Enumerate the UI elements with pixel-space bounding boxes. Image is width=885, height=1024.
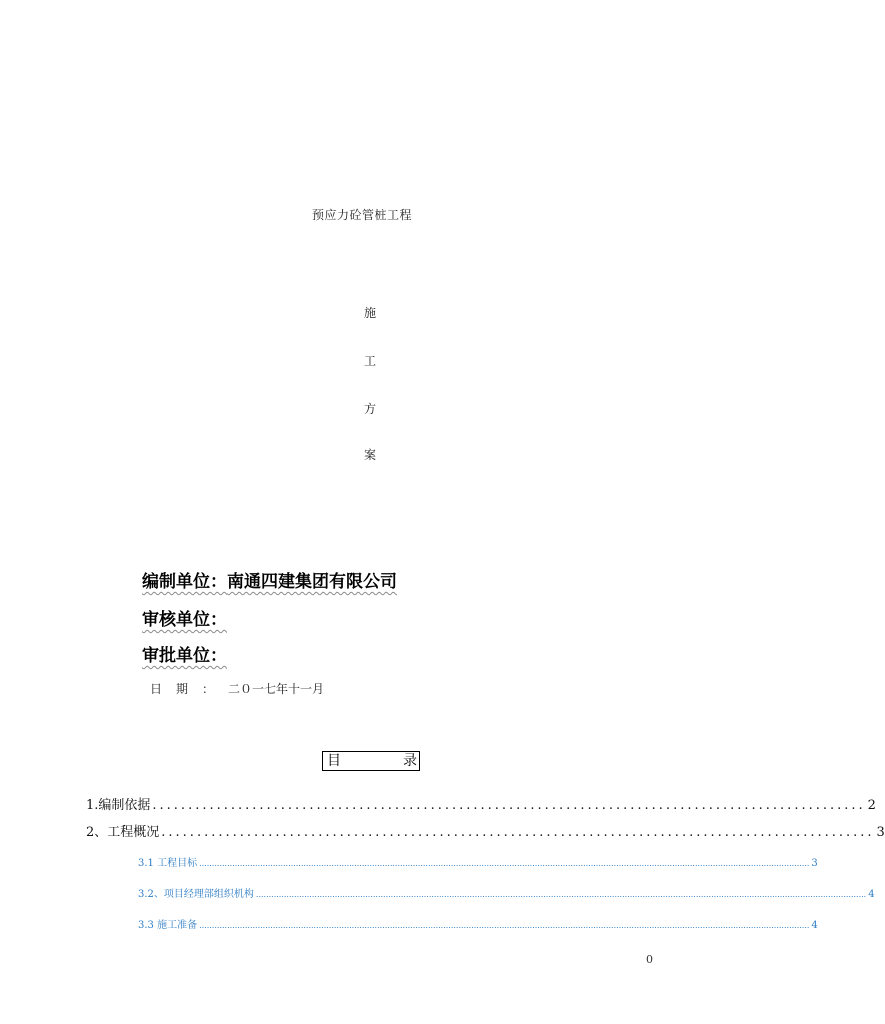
date-line <box>150 680 324 697</box>
toc-entry[interactable] <box>86 794 876 813</box>
toc-heading <box>322 751 420 771</box>
toc-entry-page: 3 <box>876 825 885 840</box>
review-unit-line <box>142 605 241 630</box>
review-unit-label: 审核单位： <box>142 610 227 630</box>
compiling-unit-line <box>142 567 397 592</box>
page-number: 0 <box>646 953 653 966</box>
toc-entry[interactable] <box>138 916 818 931</box>
toc-entry-text: 3.3 施工准备 <box>138 920 198 931</box>
toc-entry[interactable] <box>86 821 885 840</box>
toc-leader: .................................................................................................... <box>152 798 866 813</box>
compiling-unit-value: 南通四建集团有限公司 <box>227 572 397 592</box>
toc-entry-page: 4 <box>811 920 818 931</box>
vertical-title-char: 施 <box>363 306 376 320</box>
compiling-unit-label: 编制单位： <box>142 572 227 592</box>
toc-heading-char: 目 <box>327 753 341 769</box>
toc-entry[interactable] <box>138 885 875 900</box>
approval-unit-label: 审批单位： <box>142 646 227 666</box>
toc-leader: ................................................................................................................................................................................................................................................ <box>255 890 867 899</box>
toc-entry-page: 2 <box>867 798 876 813</box>
toc-entry-page: 4 <box>868 889 875 900</box>
toc-entry-text: 3.2、项目经理部组织机构 <box>138 889 254 900</box>
toc-leader: .................................................................................................... <box>161 825 875 840</box>
toc-entry-text: 1.编制依据 <box>86 798 151 813</box>
toc-heading-char: 录 <box>403 753 417 769</box>
date-label: 日期： <box>150 682 229 696</box>
vertical-title-char: 工 <box>363 354 376 368</box>
toc-entry-text: 2、工程概况 <box>86 825 160 840</box>
approval-unit-line <box>142 641 241 666</box>
document-title: 预应力砼管桩工程 <box>311 208 412 222</box>
toc-leader: ................................................................................................................................................................................................................................................ <box>199 859 810 868</box>
vertical-title-char: 方 <box>363 402 376 416</box>
toc-entry-text: 3.1 工程目标 <box>138 858 198 869</box>
date-value: 二０一七年十一月 <box>228 682 325 696</box>
toc-entry[interactable] <box>138 854 818 869</box>
vertical-title-char: 案 <box>363 448 376 462</box>
toc-leader: ................................................................................................................................................................................................................................................ <box>199 921 810 930</box>
toc-entry-page: 3 <box>811 858 818 869</box>
